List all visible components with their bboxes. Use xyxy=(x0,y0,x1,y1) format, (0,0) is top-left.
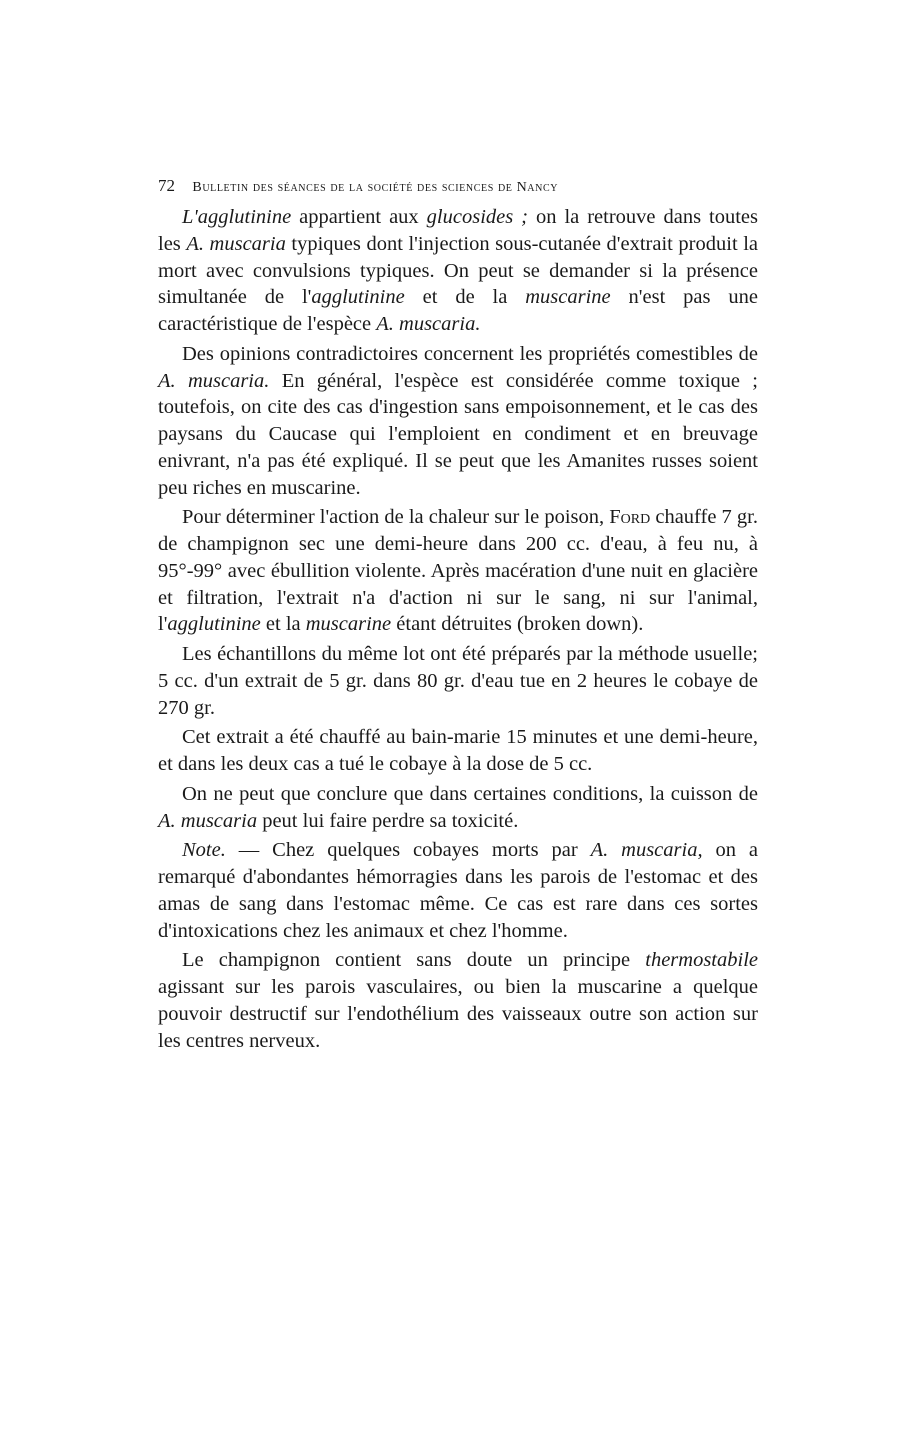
text-run: n'est pas une caractéristique de l'espèce xyxy=(158,286,758,335)
page-number: 72 xyxy=(158,176,175,195)
text-run: Cet extrait a été chauffé au bain-marie 15 minutes et une demi-heure, et dans les deux cas a tué le cobaye à la dose de 5 cc. xyxy=(158,726,758,775)
italic-text: agglutinine xyxy=(167,613,261,636)
text-run: Le champignon contient sans doute un principe xyxy=(182,949,646,972)
paragraph xyxy=(158,204,758,338)
italic-text: glucosides ; xyxy=(426,206,529,228)
italic-text: agglutinine xyxy=(311,286,405,309)
paragraph xyxy=(158,724,758,778)
italic-text: A. muscaria. xyxy=(376,313,481,335)
paragraph xyxy=(158,947,758,1054)
italic-text: muscarine xyxy=(305,613,392,636)
text-run: Pour déterminer l'action de la chaleur sur le poison, xyxy=(182,506,610,529)
italic-text: Note. xyxy=(182,839,226,862)
italic-text: thermostabile xyxy=(645,949,758,972)
italic-text: A. muscaria xyxy=(186,232,286,255)
text-run: peut lui faire perdre sa toxicité. xyxy=(257,809,519,832)
text-run: typiques dont l'injection sous-cutanée d'extrait produit la mort avec convulsions typiques. On peut se demander si la présence simultanée de l' xyxy=(158,232,758,309)
text-run: et de la xyxy=(404,286,526,309)
text-run: Les échantillons du même lot ont été préparés par la méthode usuelle; 5 cc. d'un extrait de 5 gr. dans 80 gr. d'eau tue en 2 heures le cobaye de 270 gr. xyxy=(158,643,758,719)
text-run: agissant sur les parois vasculaires, ou bien la muscarine a quelque pouvoir destructif sur l'endothélium des vaisseaux outre son action sur les centres nerveux. xyxy=(158,976,758,1052)
page xyxy=(158,176,758,1054)
running-head xyxy=(158,176,758,204)
paragraph xyxy=(158,837,758,944)
text-run: En général, l'espèce est considérée comme toxique ; toutefois, on cite des cas d'ingestion sans empoisonnement, et le cas des paysans du Caucase qui l'emploient en condiment et en breuvage enivrant, n'a pas été expliqué. Il se peut que les Amanites russes soient peu riches en muscarine. xyxy=(158,369,759,499)
paragraph xyxy=(158,641,758,721)
italic-text: A. muscaria. xyxy=(158,369,270,392)
small-caps-name: Ford xyxy=(609,506,651,529)
text-run: appartient aux xyxy=(291,206,427,228)
text-run: et la xyxy=(260,613,306,636)
italic-text: muscarine xyxy=(525,286,611,309)
text-run: on a remarqué d'abondantes hémorragies dans les parois de l'estomac et des amas de sang dans l'estomac même. Ce cas est rare dans ces sortes d'intoxications chez les animaux et chez l'homme. xyxy=(158,839,759,942)
text-run: On ne peut que conclure que dans certaines conditions, la cuisson de xyxy=(182,782,758,805)
italic-text: agglutinine xyxy=(197,206,292,228)
paragraph xyxy=(158,504,758,638)
italic-text: A. muscaria xyxy=(158,809,258,832)
body-text xyxy=(158,204,758,1054)
paragraph xyxy=(158,781,758,835)
text-run: étant détruites (broken down). xyxy=(391,613,644,636)
text-run: on la retrouve dans toutes les xyxy=(158,206,759,255)
running-head-title: Bulletin des séances de la société des sciences de Nancy xyxy=(192,180,559,195)
italic-text: A. muscaria, xyxy=(590,839,703,862)
text-run: Des opinions contradictoires concernent les propriétés comestibles de xyxy=(182,342,758,365)
paragraph xyxy=(158,341,758,502)
text-run: — Chez quelques cobayes morts par xyxy=(225,839,591,862)
italic-text: L' xyxy=(182,206,198,228)
text-run: chauffe 7 gr. de champignon sec une demi-heure dans 200 cc. d'eau, à feu nu, à 95°-99° avec ébullition violente. Après macération d'une nuit en glacière et filtration, l'extrait n'a d'action ni sur le sang, ni sur l'animal, l' xyxy=(158,506,758,636)
